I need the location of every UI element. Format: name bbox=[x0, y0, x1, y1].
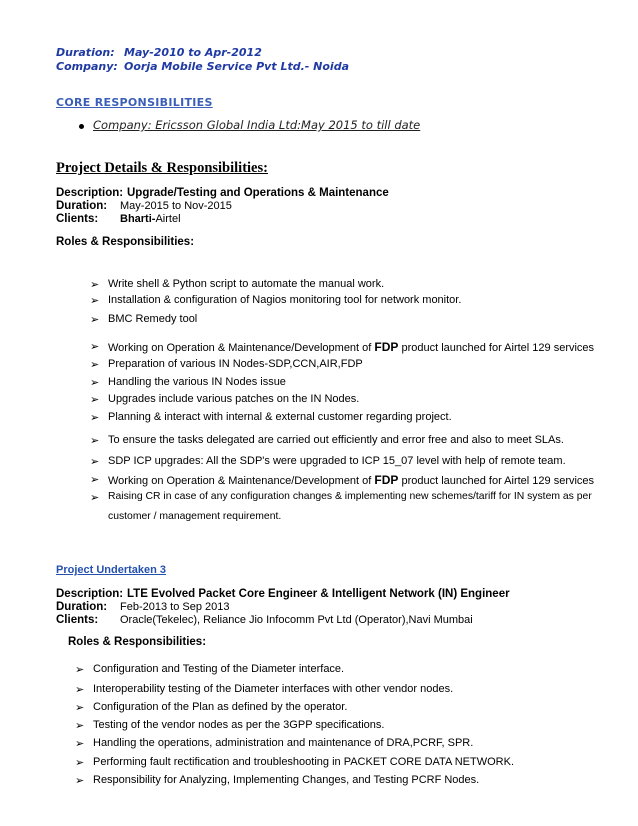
core-company-bullet: Company: Ericsson Global India Ltd:May 2015 to till date bbox=[93, 118, 421, 132]
p1-responsibility-item: Upgrades include various patches on the IN Nodes. bbox=[108, 393, 360, 405]
p1-responsibility-item: Write shell & Python script to automate the manual work. bbox=[108, 278, 385, 290]
p2-roles-heading: Roles & Responsibilities: bbox=[68, 636, 207, 648]
p1-responsibility-item: Working on Operation & Maintenance/Development of FDP product launched for Airtel 129 services bbox=[108, 340, 595, 354]
p1-duration-value: May-2015 to Nov-2015 bbox=[120, 200, 232, 212]
p1-responsibility-item: Handling the various IN Nodes issue bbox=[108, 376, 286, 388]
p2-clients-value: Oracle(Tekelec), Reliance Jio Infocomm Pvt Ltd (Operator),Navi Mumbai bbox=[120, 614, 473, 626]
p1-responsibility-item: customer / management requirement. bbox=[108, 511, 282, 522]
header-duration-label: Duration: bbox=[56, 46, 115, 59]
bullet-dot-icon bbox=[79, 124, 84, 129]
arrow-bullet-icon: ➢ bbox=[75, 702, 85, 714]
p2-duration-value: Feb-2013 to Sep 2013 bbox=[120, 601, 230, 613]
p2-responsibility-item: Testing of the vendor nodes as per the 3GPP specifications. bbox=[93, 719, 385, 731]
arrow-bullet-icon: ➢ bbox=[75, 720, 85, 732]
p2-responsibility-item: Performing fault rectification and troubleshooting in PACKET CORE DATA NETWORK. bbox=[93, 756, 515, 768]
arrow-bullet-icon: ➢ bbox=[90, 394, 100, 406]
p1-responsibility-item: To ensure the tasks delegated are carried out efficiently and error free and also to meet SLAs. bbox=[108, 434, 564, 446]
arrow-bullet-icon: ➢ bbox=[90, 314, 100, 326]
p1-duration-label: Duration: bbox=[56, 200, 108, 212]
p1-description-label: Description: bbox=[56, 187, 124, 199]
arrow-bullet-icon: ➢ bbox=[90, 377, 100, 389]
p2-clients-label: Clients: bbox=[56, 614, 99, 626]
core-responsibilities-heading: CORE RESPONSIBILITIES bbox=[56, 96, 213, 109]
project-undertaken-heading: Project Undertaken 3 bbox=[56, 564, 167, 576]
header-duration-value: May-2010 to Apr-2012 bbox=[124, 46, 262, 59]
arrow-bullet-icon: ➢ bbox=[75, 684, 85, 696]
arrow-bullet-icon: ➢ bbox=[90, 456, 100, 468]
arrow-bullet-icon: ➢ bbox=[90, 474, 100, 486]
arrow-bullet-icon: ➢ bbox=[75, 664, 85, 676]
arrow-bullet-icon: ➢ bbox=[90, 412, 100, 424]
p1-description-value: Upgrade/Testing and Operations & Maintenance bbox=[127, 187, 389, 199]
p2-responsibility-item: Handling the operations, administration and maintenance of DRA,PCRF, SPR. bbox=[93, 737, 474, 749]
p1-responsibility-item: SDP ICP upgrades: All the SDP's were upgraded to ICP 15_07 level with help of remote team. bbox=[108, 455, 566, 467]
arrow-bullet-icon: ➢ bbox=[75, 757, 85, 769]
p1-responsibility-item: BMC Remedy tool bbox=[108, 313, 198, 325]
p1-responsibility-item: Raising CR in case of any configuration changes & implementing new schemes/tariff for IN system as per bbox=[108, 491, 592, 502]
p1-roles-heading: Roles & Responsibilities: bbox=[56, 236, 195, 248]
p1-responsibility-item: Working on Operation & Maintenance/Development of FDP product launched for Airtel 129 services bbox=[108, 473, 595, 487]
arrow-bullet-icon: ➢ bbox=[75, 738, 85, 750]
header-company-label: Company: bbox=[56, 60, 118, 73]
p1-clients-label: Clients: bbox=[56, 213, 99, 225]
p2-responsibility-item: Responsibility for Analyzing, Implementing Changes, and Testing PCRF Nodes. bbox=[93, 774, 480, 786]
header-company-value: Oorja Mobile Service Pvt Ltd.- Noida bbox=[124, 60, 349, 73]
arrow-bullet-icon: ➢ bbox=[75, 775, 85, 787]
arrow-bullet-icon: ➢ bbox=[90, 295, 100, 307]
p2-duration-label: Duration: bbox=[56, 601, 108, 613]
p2-description-label: Description: bbox=[56, 588, 124, 600]
p2-responsibility-item: Interoperability testing of the Diameter interfaces with other vendor nodes. bbox=[93, 683, 454, 695]
p2-description-value: LTE Evolved Packet Core Engineer & Intelligent Network (IN) Engineer bbox=[127, 588, 510, 600]
p2-responsibility-item: Configuration and Testing of the Diameter interface. bbox=[93, 663, 345, 675]
project-details-heading: Project Details & Responsibilities: bbox=[56, 160, 268, 176]
arrow-bullet-icon: ➢ bbox=[90, 435, 100, 447]
p1-responsibility-item: Planning & interact with internal & external customer regarding project. bbox=[108, 411, 452, 423]
p1-responsibility-item: Installation & configuration of Nagios monitoring tool for network monitor. bbox=[108, 294, 462, 306]
arrow-bullet-icon: ➢ bbox=[90, 492, 100, 504]
p2-responsibility-item: Configuration of the Plan as defined by the operator. bbox=[93, 701, 348, 713]
arrow-bullet-icon: ➢ bbox=[90, 359, 100, 371]
arrow-bullet-icon: ➢ bbox=[90, 279, 100, 291]
p1-clients-value: Bharti-Airtel bbox=[120, 213, 181, 225]
p1-responsibility-item: Preparation of various IN Nodes-SDP,CCN,AIR,FDP bbox=[108, 358, 363, 370]
arrow-bullet-icon: ➢ bbox=[90, 341, 100, 353]
